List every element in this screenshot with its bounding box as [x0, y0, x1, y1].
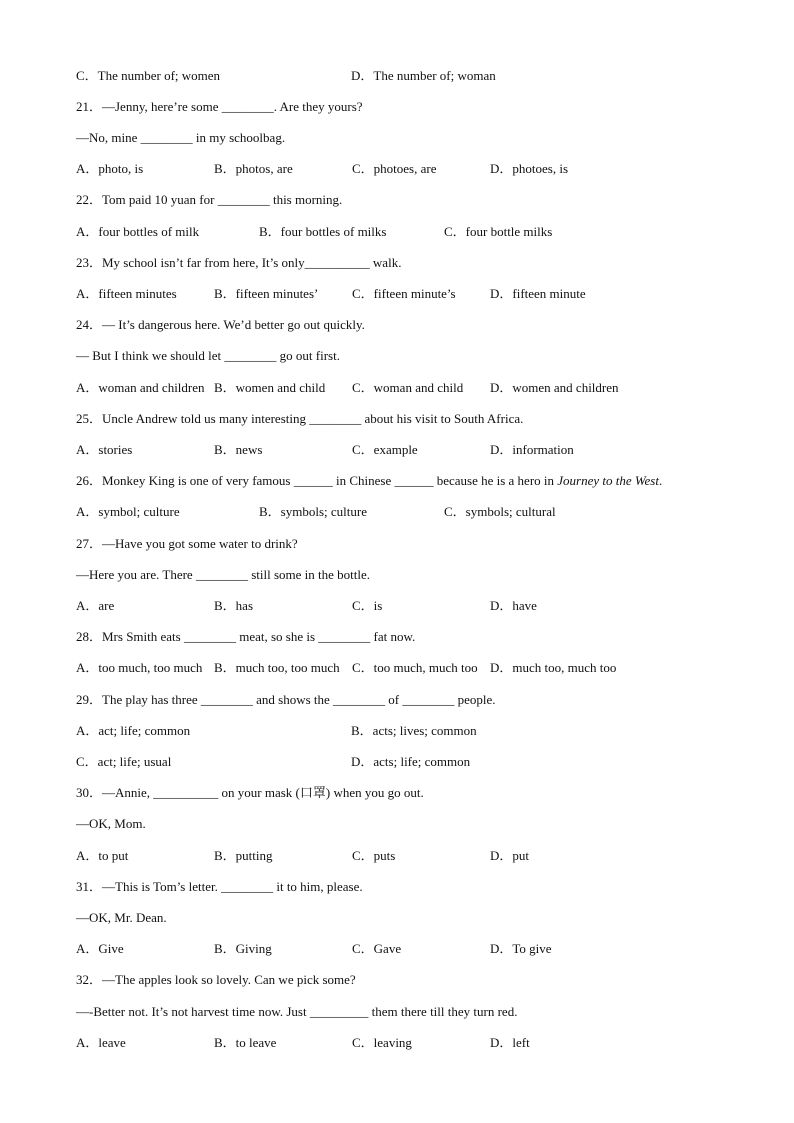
q31-stem-response: —OK, Mr. Dean. — [76, 910, 167, 925]
q21-option-c: C．photoes, are — [352, 161, 437, 176]
q30-options — [76, 848, 530, 864]
q21-options — [76, 161, 569, 177]
q26-stem-end: . — [658, 473, 663, 488]
q29-option-a: A．act; life; common — [76, 723, 191, 738]
q26-stem-text: 26．Monkey King is one of very famous ______ in Chinese ______ because he is a hero in — [76, 473, 558, 488]
q31-option-d: D．To give — [490, 941, 552, 956]
q25-stem: 25．Uncle Andrew told us many interesting ________ about his visit to South Africa. — [76, 411, 524, 426]
q21-option-b: B．photos, are — [214, 161, 293, 176]
q27-option-d: D．have — [490, 598, 537, 613]
q23-option-d: D．fifteen minute — [490, 286, 586, 301]
q32-option-d: D．left — [490, 1035, 530, 1050]
q25-options — [76, 442, 574, 458]
q32-option-b: B．to leave — [214, 1035, 277, 1050]
q29-stem: 29．The play has three ________ and shows the ________ of ________ people. — [76, 692, 496, 707]
q31-option-a: A．Give — [76, 941, 124, 956]
q32-options — [76, 1035, 530, 1051]
q30-stem: 30．—Annie, __________ on your mask (口罩) when you go out. — [76, 785, 424, 800]
q30-stem-response: —OK, Mom. — [76, 816, 146, 831]
q27-options — [76, 598, 537, 614]
q26-options — [76, 504, 556, 520]
q20-options — [76, 68, 496, 84]
q27-stem: 27．—Have you got some water to drink? — [76, 536, 298, 551]
q32-stem-response: —-Better not. It’s not harvest time now. Just _________ them there till they turn red. — [76, 1004, 518, 1019]
q20-option-c: C．The number of; women — [76, 68, 221, 83]
q23-option-b: B．fifteen minutes’ — [214, 286, 319, 301]
q22-option-c: C．four bottle milks — [444, 224, 553, 239]
q32-option-c: C．leaving — [352, 1035, 412, 1050]
q31-option-c: C．Gave — [352, 941, 402, 956]
q23-option-c: C．fifteen minute’s — [352, 286, 456, 301]
q22-options — [76, 224, 553, 240]
q23-options — [76, 286, 586, 302]
q31-stem: 31．—This is Tom’s letter. ________ it to him, please. — [76, 879, 363, 894]
q28-options — [76, 660, 617, 676]
q27-option-a: A．are — [76, 598, 115, 613]
q23-option-a: A．fifteen minutes — [76, 286, 177, 301]
q21-option-a: A．photo, is — [76, 161, 144, 176]
q26-option-a: A．symbol; culture — [76, 504, 180, 519]
q32-option-a: A．leave — [76, 1035, 126, 1050]
q28-stem: 28．Mrs Smith eats ________ meat, so she is ________ fat now. — [76, 629, 416, 644]
q31-option-b: B．Giving — [214, 941, 272, 956]
q28-option-d: D．much too, much too — [490, 660, 617, 675]
q27-stem-response: —Here you are. There ________ still some in the bottle. — [76, 567, 370, 582]
q29-option-b: B．acts; lives; common — [351, 723, 477, 738]
q30-option-c: C．puts — [352, 848, 396, 863]
q24-option-a: A．woman and children — [76, 380, 205, 395]
q27-option-c: C．is — [352, 598, 383, 613]
q24-option-b: B．women and child — [214, 380, 326, 395]
q21-stem: 21．—Jenny, here’re some ________. Are they yours? — [76, 99, 363, 114]
q26-stem — [76, 473, 662, 489]
q21-stem-response: —No, mine ________ in my schoolbag. — [76, 130, 286, 145]
q30-option-b: B．putting — [214, 848, 273, 863]
q22-option-b: B．four bottles of milks — [259, 224, 387, 239]
q30-option-d: D．put — [490, 848, 530, 863]
q25-option-c: C．example — [352, 442, 418, 457]
q28-option-a: A．too much, too much — [76, 660, 203, 675]
q24-option-d: D．women and children — [490, 380, 619, 395]
q24-option-c: C．woman and child — [352, 380, 464, 395]
q32-stem: 32．—The apples look so lovely. Can we pick some? — [76, 972, 356, 987]
q31-options — [76, 941, 552, 957]
q21-option-d: D．photoes, is — [490, 161, 569, 176]
q28-option-c: C．too much, much too — [352, 660, 478, 675]
q24-stem-response: — But I think we should let ________ go out first. — [76, 348, 340, 363]
q26-stem-title: Journey to the West — [557, 473, 659, 488]
q29-options-row1 — [76, 723, 477, 739]
q22-option-a: A．four bottles of milk — [76, 224, 200, 239]
q28-option-b: B．much too, too much — [214, 660, 340, 675]
q25-option-b: B．news — [214, 442, 263, 457]
q23-stem: 23．My school isn’t far from here, It’s only__________ walk. — [76, 255, 402, 270]
q20-option-d: D．The number of; woman — [351, 68, 496, 83]
q25-option-d: D．information — [490, 442, 574, 457]
q29-option-d: D．acts; life; common — [351, 754, 471, 769]
q29-option-c: C．act; life; usual — [76, 754, 172, 769]
q27-option-b: B．has — [214, 598, 254, 613]
q25-option-a: A．stories — [76, 442, 133, 457]
q22-stem: 22．Tom paid 10 yuan for ________ this morning. — [76, 192, 343, 207]
q24-options — [76, 380, 619, 396]
q26-option-b: B．symbols; culture — [259, 504, 367, 519]
q30-option-a: A．to put — [76, 848, 129, 863]
q26-option-c: C．symbols; cultural — [444, 504, 556, 519]
q29-options-row2 — [76, 754, 471, 770]
q24-stem: 24．— It’s dangerous here. We’d better go out quickly. — [76, 317, 365, 332]
